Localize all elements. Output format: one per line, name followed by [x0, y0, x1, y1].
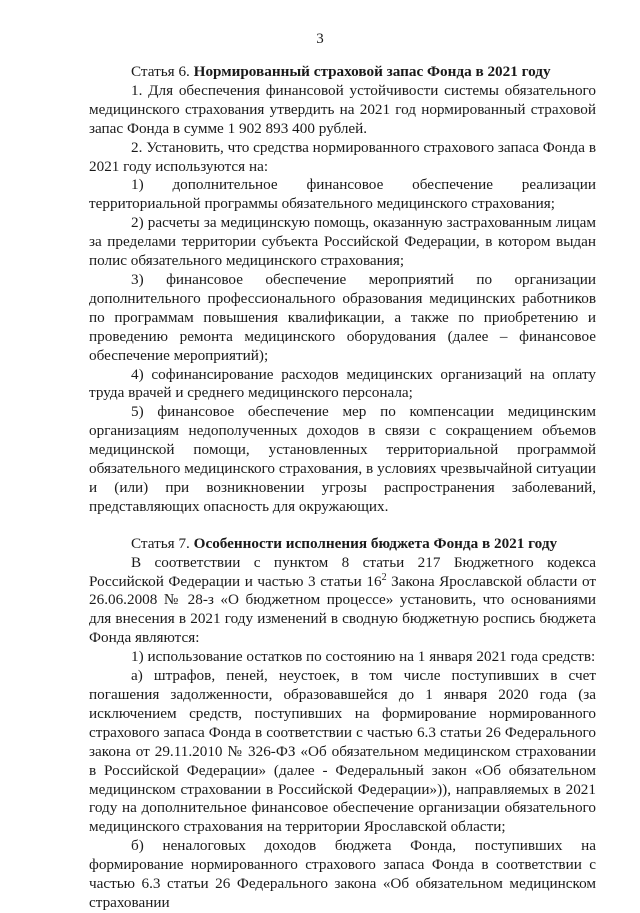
article-6-list-item: 2) расчеты за медицинскую помощь, оказанную застрахованным лицам за пределами территории субъекта Российской Федерации, в котором выдан полис обязательного медицинского страхования; — [89, 214, 596, 270]
article-6-list-item: 4) софинансирование расходов медицинских организаций на оплату труда врачей и среднего медицинского персонала; — [89, 365, 596, 402]
article-7-list-item: а) штрафов, пеней, неустоек, в том числе поступивших в счет погашения задолженности, образовавшейся до 1 января 2020 года (за исключением средств, поступивших на формирование нормированного страхового запаса Фонда в соответствии с частью 6.3 статьи 26 Федерального закона от 29.11.2010 № 326-ФЗ «Об обязательном медицинском страховании в Российской Федерации» (далее - Федеральный закон «Об обязательном медицинском страховании в Российской Федерации»)), направляемых в 2021 году на дополнительное финансовое обеспечение организации обязательного медицинского страхования на территории Ярославской области; — [89, 667, 596, 836]
article-6-paragraph: 2. Установить, что средства нормированного страхового запаса Фонда в 2021 году используются на: — [89, 138, 596, 175]
article-6-list-item: 3) финансовое обеспечение мероприятий по организации дополнительного профессионального образования медицинских работников по программам повышения квалификации, а также по приобретению и проведению ремонта медицинского оборудования (далее – финансовое обеспечение мероприятий); — [89, 270, 596, 364]
article-6-title: Нормированный страховой запас Фонда в 2021 году — [193, 63, 551, 80]
document-body — [89, 63, 596, 913]
article-6-prefix: Статья 6. — [131, 63, 194, 80]
article-7-prefix: Статья 7. — [131, 534, 194, 552]
article-7-heading — [89, 535, 596, 554]
article-7-title: Особенности исполнения бюджета Фонда в 2021 году — [193, 534, 558, 552]
article-7-intro-superscript: 2 — [381, 571, 387, 583]
article-7-list-item: б) неналоговых доходов бюджета Фонда, поступивших на формирование нормированного страхового запаса Фонда в соответствии с частью 6.3 статьи 26 Федерального закона «Об обязательном медицинском страховании — [89, 837, 596, 911]
article-7-intro-start: В соответствии с пунктом 8 статьи 217 Бюджетного кодекса Российской Федерации и частью 3 статьи 16 — [89, 553, 596, 590]
section-gap — [89, 517, 596, 535]
page-number: 3 — [316, 31, 324, 47]
article-6-list-item: 1) дополнительное финансовое обеспечение реализации территориальной программы обязательного медицинского страхования; — [89, 176, 596, 213]
article-6-heading — [89, 63, 596, 82]
article-6-list-item: 5) финансовое обеспечение мер по компенсации медицинским организациям недополученных доходов в связи с сокращением объемов медицинской помощи, установленных территориальной программой обязательного медицинского страхования, в условиях чрезвычайной ситуации и (или) при возникновении угрозы распространения заболеваний, представляющих опасность для окружающих. — [89, 403, 596, 515]
article-7-intro — [89, 554, 596, 649]
article-7-list-item: 1) использование остатков по состоянию на 1 января 2021 года средств: — [131, 648, 596, 666]
article-6-paragraph: 1. Для обеспечения финансовой устойчивости системы обязательного медицинского страхования утвердить на 2021 год нормированный страховой запас Фонда в сумме 1 902 893 400 рублей. — [89, 81, 596, 137]
article-7-intro-end: Закона Ярославской области от 26.06.2008 № 28-з «О бюджетном процессе» установить, что основаниями для внесения в 2021 году изменений в сводную бюджетную роспись бюджета Фонда являются: — [89, 572, 596, 647]
